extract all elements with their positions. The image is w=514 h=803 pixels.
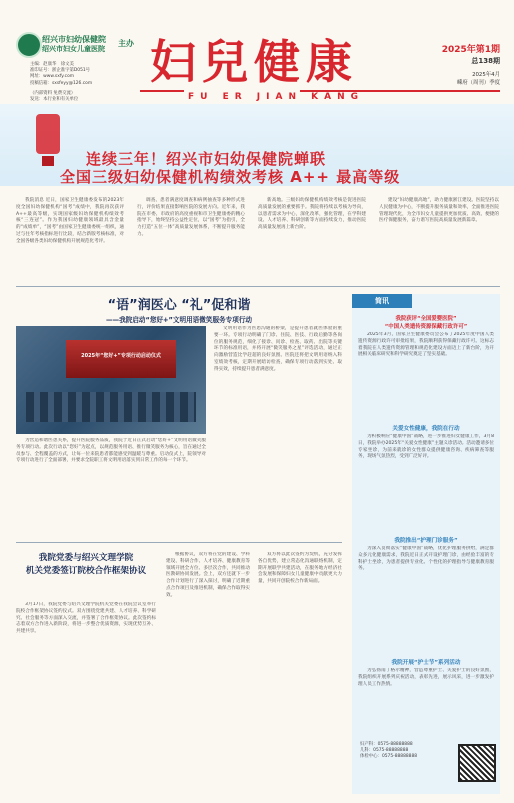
article3-title-line1: 我院党委与绍兴文理学院 <box>38 553 134 563</box>
section-divider <box>16 542 342 543</box>
footer-line: 儿科：0575-88888888 <box>360 748 409 754</box>
article3-paragraph: 3月17日，我院党委与绍兴文理学院机关党委在我院会议室举行院校合作框架协议签约仪式。双方围绕党建共建、人才培养、科学研究、社会服务等方面深入交流，并签署了合作框架协议。此次签约标志着双方合作进入新阶段，将进一步整合优质资源，实现优势互补、共建共享。 <box>16 602 156 635</box>
lead-column-3 <box>258 198 366 233</box>
masthead-title: 妇兒健康 <box>150 35 358 89</box>
article3-title-line2: 机关党委签订院校合作框架协议 <box>25 566 147 576</box>
trophy-icon <box>30 112 66 168</box>
editor-line: 投稿信箱：sxsfeyy@126.com <box>30 80 93 86</box>
editor-line: 网址：www.sxfy.com <box>30 74 75 80</box>
masthead-rule-right <box>300 90 500 92</box>
issue-number: 2025年第1期 <box>441 45 500 55</box>
sidebar-item-title: 我院开展“护士节”系列活动 <box>391 660 461 666</box>
footer-line: 体检中心：0575-88888888 <box>360 754 418 760</box>
lead-paragraph: 新高地。三级妇幼保健机构绩效考核是促进医院高质量发展的重要抓手。我院将持续以考核为导向，以患者需求为中心，深化改革，强化管理，在学科建设、人才培养、科研创新等方面持续发力，推动医院高质量发展再上新台阶。 <box>258 198 366 231</box>
article3-column-1 <box>16 602 156 792</box>
sidebar-item-text <box>358 332 494 418</box>
masthead-rule-left <box>140 90 184 92</box>
hospital-name-2: 绍兴市妇女儿童医院 <box>42 45 105 53</box>
article3-title <box>16 552 156 594</box>
event-photo <box>16 326 206 434</box>
article3-paragraph: 根据协议，双方将在党的建设、学科建设、科研合作、人才培养、健康教育等领域开展全方位、多层次合作，共同推动医教研协同发展。会上，双方还就下一步合作计划进行了深入探讨，明确了近期重点合作项目及推进机制，确保合作取得实效。 <box>166 552 250 598</box>
article3-column-3 <box>258 552 342 792</box>
editor-line: 准印证号：浙企准字第D051号 <box>30 68 91 74</box>
headline-line1: 连续三年！绍兴市妇幼保健院蝉联 <box>86 150 327 168</box>
lead-column-2 <box>137 198 245 240</box>
hospital-logo-icon <box>16 32 42 58</box>
article2-title: “语”润医心 “礼”促和谐 <box>107 298 251 313</box>
sidebar-paragraph: 为弘扬南丁格尔精神，营造尊重护士、关爱护士的良好氛围，我院组织开展系列庆祝活动，表彰先进，展示风采，进一步激发护理人员工作热情。 <box>358 668 494 687</box>
headline-line2: 全国三级妇幼保健机构绩效考核 A++ 最高等级 <box>60 168 401 186</box>
sidebar-paragraph: 2025年3月，国家卫生健康委员会公布了2025年度中国人类遗传资源行政许可审批结果，我院顺利获得保藏行政许可。这标志着我院在人类遗传资源管理和规范化建设方面迈上了新台阶，为开展相关临床研究和科学研究奠定了坚实基础。 <box>358 332 494 358</box>
lead-column-1 <box>16 198 124 247</box>
sidebar-paragraph: 为深入贯彻落实“健康中国”战略，优化护理服务供给，满足群众多元化健康需求，我院近日正式开设护理门诊，由经验丰富的专科护士坐诊，为患者提供专业化、个性化的护理指导与健康教育服务。 <box>358 546 494 572</box>
host-tag: 主办 <box>118 39 134 48</box>
sidebar-item-text <box>358 668 494 732</box>
lead-paragraph: 调查、患者满意度调查和病例抽查等多种形式进行，评价结果直接影响医院的发展方向。近年来，我院在市委、市政府的高度重视和市卫生健康委的精心指导下，始终坚持公益性定位，以“国考”为指引，全力打造“五位一体”高质量发展体系，不断提升服务能力。 <box>137 198 245 237</box>
event-screen <box>66 340 176 378</box>
article2-paragraph: 为营造和谐医患关系，提升医院服务品质，我院于近日正式启动“您好+”文明用语微笑服务专项行动。此次行动以“您好”为起点，以规范服务用语、推行微笑服务为核心，旨在通过全员参与、全程覆盖的方式，让每一位来院患者都能感受到温暖与尊重。启动仪式上，院领导对专项行动进行了全面部署，并要求全院职工将文明用语落实到日常工作的每一个环节。 <box>16 438 206 464</box>
lead-paragraph: 建设“妇幼健康高地”，助力健康浙江建设。医院坚持以人民健康为中心，不断提升服务质量和效率，全面推进医院管理现代化，为全市妇女儿童提供更加优质、高效、便捷的医疗保健服务，奋力谱写医院高质量发展新篇章。 <box>379 198 499 224</box>
event-screen-caption: 2025年“您好+”专项行动启动仪式 <box>81 353 161 359</box>
sidebar-item-title: 关爱女性健康，我院在行动 <box>392 426 460 432</box>
article2-column-2 <box>214 326 342 536</box>
sidebar-item-subtitle: “中国人类遗传资源保藏行政许可” <box>384 324 468 330</box>
hospital-name: 绍兴市妇幼保健院 <box>42 35 106 44</box>
qr-code-icon <box>458 744 496 782</box>
sidebar-heading: 简讯 <box>352 294 412 308</box>
article2-paragraph: 文明用语作为医患沟通的桥梁，是提升患者就医体验的重要一环。专项行动明确了门诊、住院、医技、行政后勤等各岗位的服务规范，细化了接诊、问诊、检查、取药、出院等关键环节的标准用语，并将开展“微笑服务之星”评选活动，通过正向激励营造比学赶超的良好氛围。医院还将把文明用语纳入科室绩效考核，定期开展暗访检查，确保专项行动落到实处、取得实效，持续提升患者满意度。 <box>214 326 342 372</box>
sidebar-item-text <box>358 434 494 530</box>
article3-paragraph: 双方将以此次签约为契机，充分发挥各自优势，建立常态化沟通联络机制，定期开展联学共建活动，在服务地方经济社会发展和保障妇女儿童健康中贡献更大力量，共同开创院校合作新局面。 <box>258 552 342 585</box>
section-divider <box>16 286 500 287</box>
sidebar-footer <box>360 742 456 761</box>
article2-column-1 <box>16 438 206 536</box>
masthead-pinyin: FU ER JIAN KANG <box>188 92 364 102</box>
issue-type: 嵊府（周刊）季度 <box>456 80 500 86</box>
editor-info <box>30 62 140 103</box>
issue-date: 2025年4月 <box>472 72 500 78</box>
article2-subtitle: ——我院启动“您好+”文明用语微笑服务专项行动 <box>105 316 253 324</box>
sidebar-item-text <box>358 546 494 652</box>
audience <box>26 392 196 422</box>
sidebar-item-title: 我院获评“全国爱婴医院” <box>395 316 457 322</box>
sidebar-item-title: 我院推出“护理门诊服务” <box>394 538 458 544</box>
footer-line: 妇产科：0575-88888888 <box>360 742 413 747</box>
hospital-logo <box>16 32 42 58</box>
article3-column-2 <box>166 552 250 792</box>
lead-column-4 <box>379 198 499 226</box>
note-line: （内部资料 免费交流） <box>30 90 76 96</box>
note-line: 发送：本行业和有关单位 <box>30 97 79 103</box>
sidebar-paragraph: 为积极响应“健康中国”战略，进一步推进妇女健康工作，3月8日，我院举办2025年“关爱女性健康”主题义诊活动。活动邀请多位专家坐诊，为前来就诊的女性群众提供健康咨询、疾病筛查等服务，现场气氛热烈，受到广泛好评。 <box>358 434 494 460</box>
lead-paragraph: 我院消息 近日，国家卫生健康委发布的2023年度全国妇幼保健机构“国考”成绩中，我院再次获评A++最高等级，实现国家级妇幼保健机构绩效考核“三连冠”。作为我国妇幼健康领域最具含金量的“成绩单”，“国考”由国家卫生健康委统一组织，通过与往年考核指标进行比较，结合新版考核标准，对全国各级各类妇幼保健机构开展规范化考评。 <box>16 198 124 244</box>
editor-line: 主编：赵康华 徐文美 <box>30 62 74 67</box>
issue-total: 总138期 <box>471 57 500 65</box>
